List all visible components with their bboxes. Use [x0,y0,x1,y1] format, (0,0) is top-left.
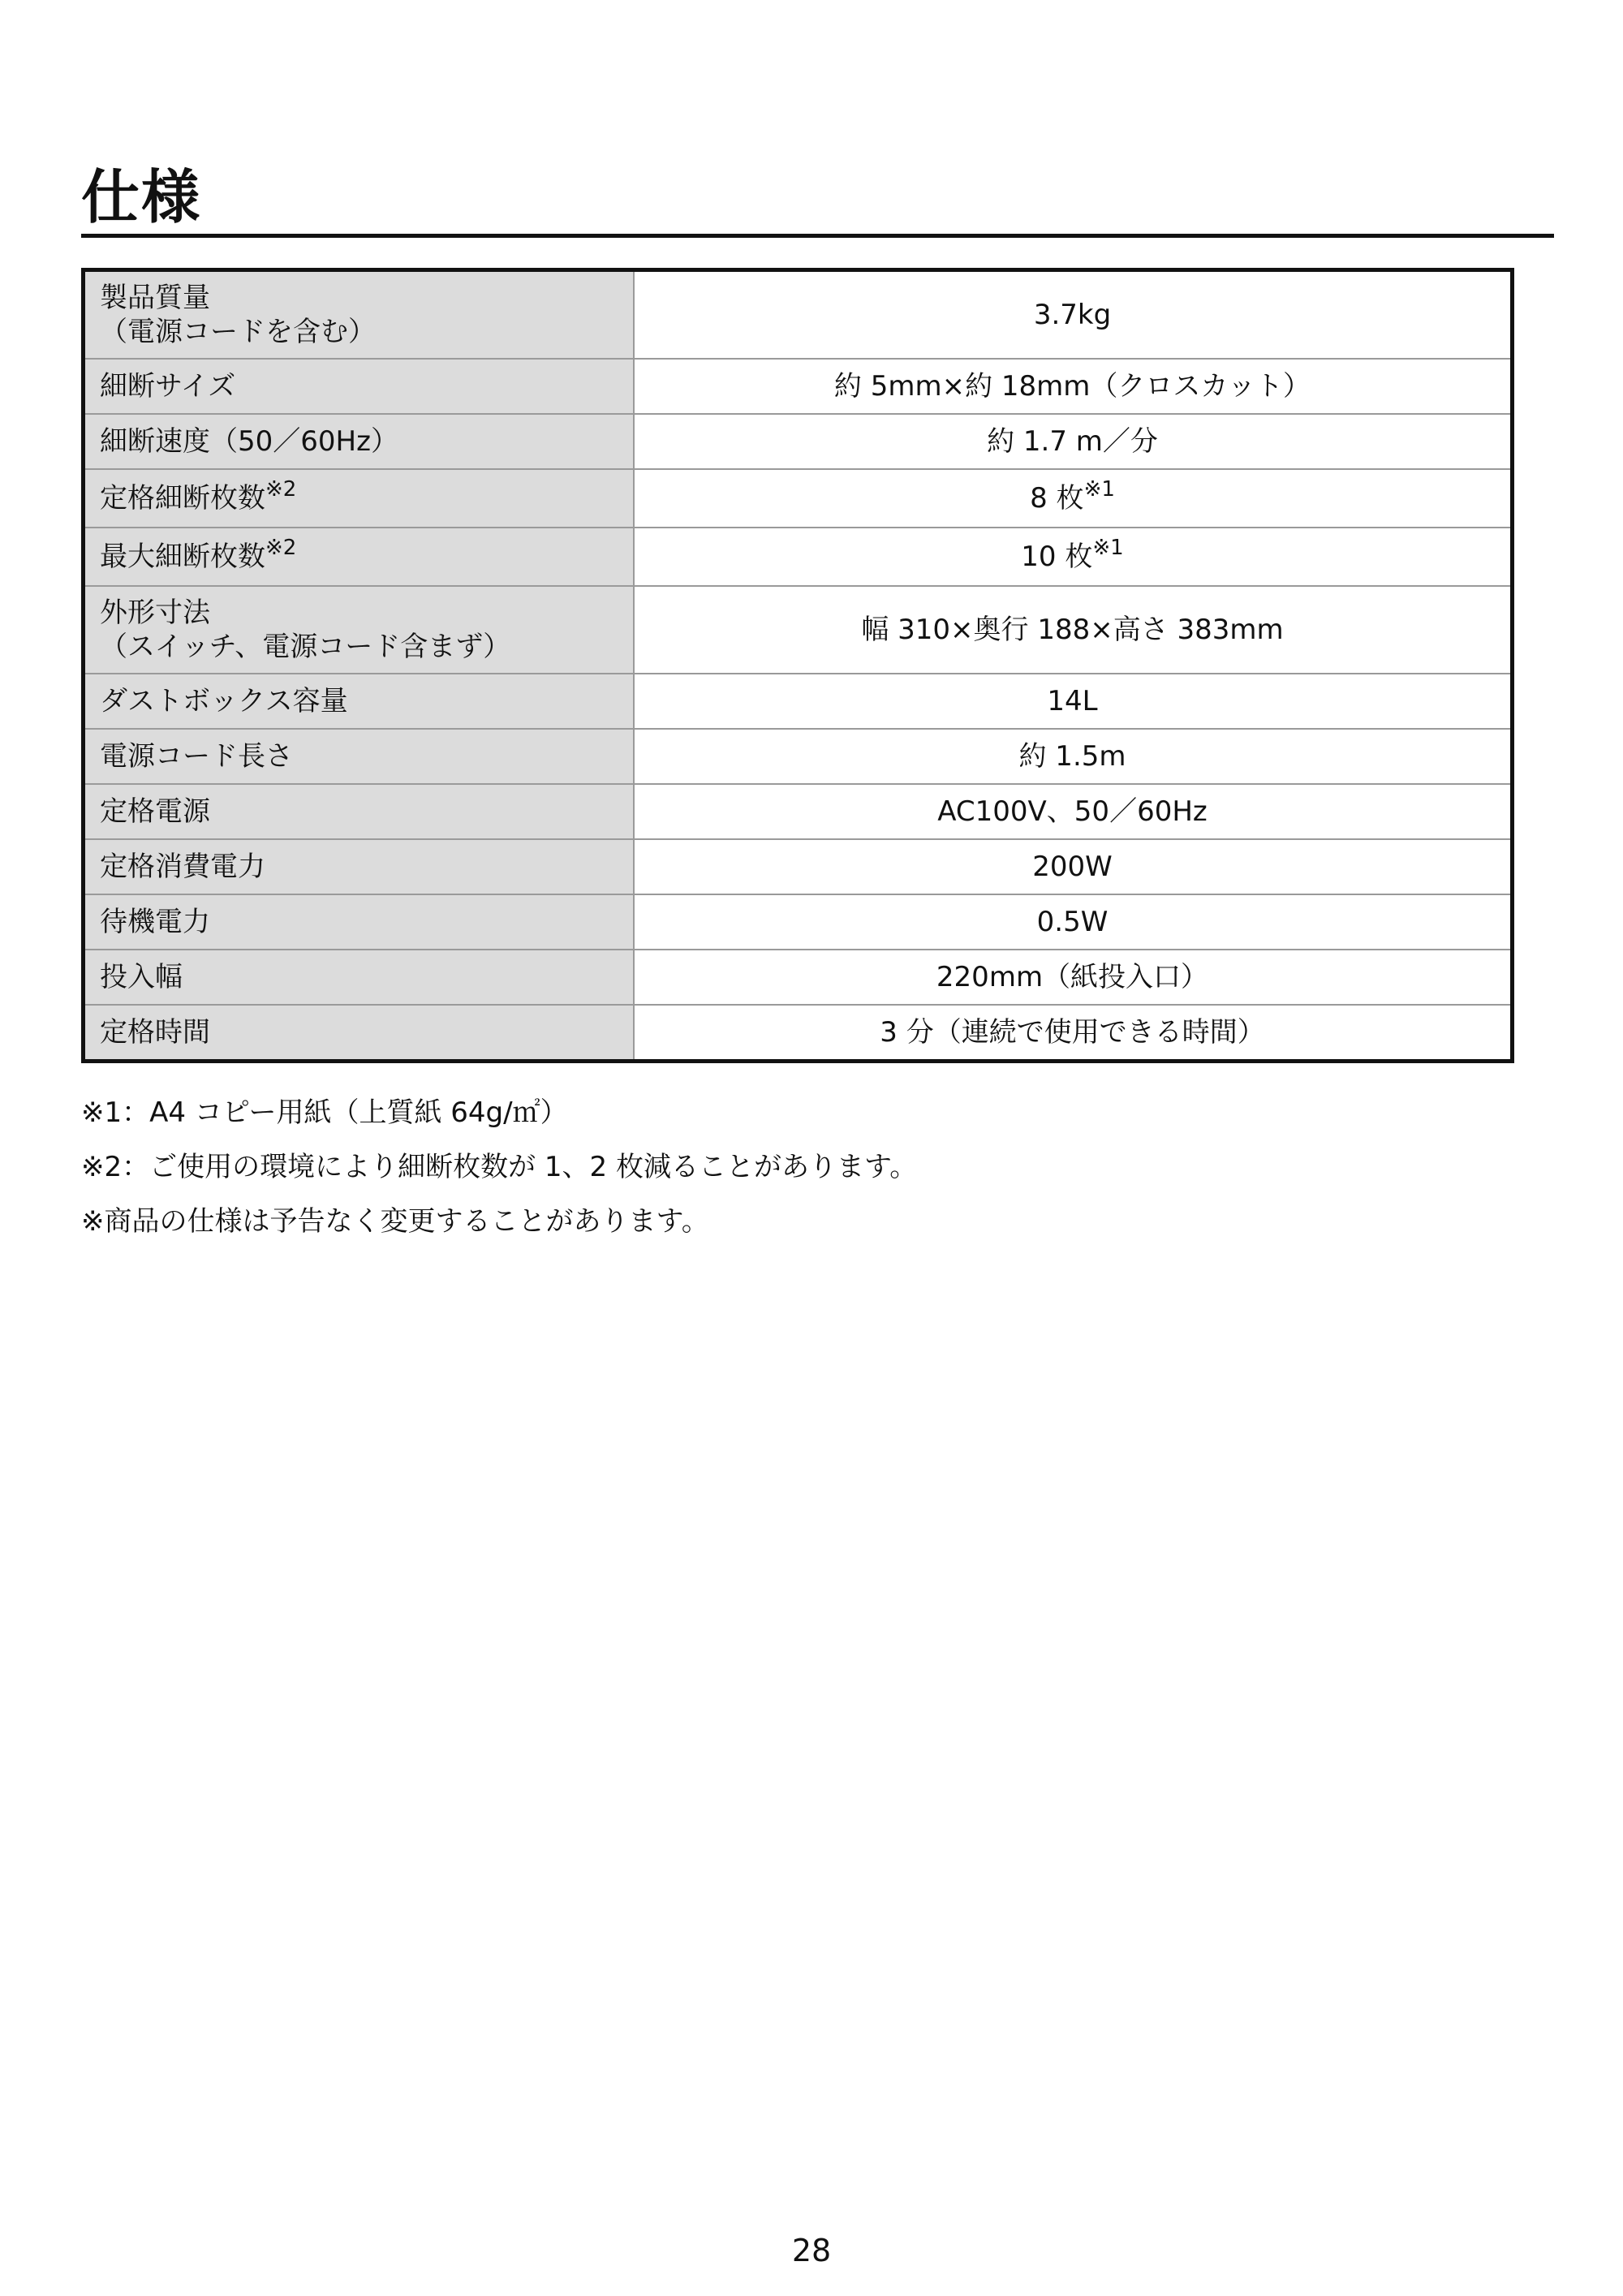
spec-row-standby-power [84,894,1513,950]
spec-label: 待機電力 [84,894,635,950]
spec-value: 220mm（紙投入口） [634,950,1513,1005]
spec-label-line: 外形寸法 [100,597,210,629]
spec-value: 0.5W [634,894,1513,950]
spec-label: 細断サイズ [84,359,635,414]
spec-label-text: 最大細断枚数 [100,541,265,573]
spec-label: 投入幅 [84,950,635,1005]
spec-value [634,469,1513,528]
footnote: ※1：A4 コピー用紙（上質紙 64g/㎡） [81,1096,568,1129]
spec-label [84,586,635,674]
spec-value: 約 1.5m [634,729,1513,784]
spec-value: 3 分（連続で使用できる時間） [634,1005,1513,1062]
spec-value: AC100V、50／60Hz [634,784,1513,839]
spec-label [84,528,635,586]
spec-label: 電源コード長さ [84,729,635,784]
spec-row-max-sheets [84,528,1513,586]
spec-label [84,469,635,528]
spec-label: 定格時間 [84,1005,635,1062]
spec-label [84,270,635,360]
spec-label: 細断速度（50／60Hz） [84,414,635,469]
spec-row-cord-length [84,729,1513,784]
spec-value: 約 1.7 m／分 [634,414,1513,469]
spec-row-shred-size [84,359,1513,414]
spec-value-text: 10 枚 [1021,541,1093,573]
spec-row-dustbox [84,674,1513,729]
spec-row-weight [84,270,1513,360]
spec-row-power-source [84,784,1513,839]
spec-label-line: 製品質量 [100,282,210,314]
footnotes [81,1096,917,1259]
footnote: ※商品の仕様は予告なく変更することがあります。 [81,1205,709,1238]
spec-label-line: （スイッチ、電源コード含まず） [100,631,511,663]
spec-value: 幅 310×奥行 188×高さ 383mm [634,586,1513,674]
footnote-mark: ※2 [265,536,297,560]
spec-value-text: 8 枚 [1030,482,1084,515]
footnote: ※2：ご使用の環境により細断枚数が 1、2 枚減ることがあります。 [81,1151,918,1183]
spec-value: 3.7kg [634,270,1513,360]
spec-row-rated-sheets [84,469,1513,528]
spec-label: 定格消費電力 [84,839,635,894]
spec-table [81,268,1514,1063]
spec-row-feed-width [84,950,1513,1005]
spec-value: 約 5mm×約 18mm（クロスカット） [634,359,1513,414]
spec-value: 14L [634,674,1513,729]
spec-row-dimensions [84,586,1513,674]
page-title: 仕様 [81,163,202,231]
spec-value: 200W [634,839,1513,894]
spec-value [634,528,1513,586]
spec-label: 定格電源 [84,784,635,839]
footnote-mark: ※1 [1092,536,1124,560]
spec-row-rated-time [84,1005,1513,1062]
page-number: 28 [791,2233,832,2268]
footnote-mark: ※1 [1083,477,1115,502]
spec-row-shred-speed [84,414,1513,469]
spec-row-power-consumption [84,839,1513,894]
spec-label-line: （電源コードを含む） [100,316,376,348]
spec-label: ダストボックス容量 [84,674,635,729]
spec-label-text: 定格細断枚数 [100,482,265,515]
title-divider [81,234,1554,238]
footnote-mark: ※2 [265,477,297,502]
